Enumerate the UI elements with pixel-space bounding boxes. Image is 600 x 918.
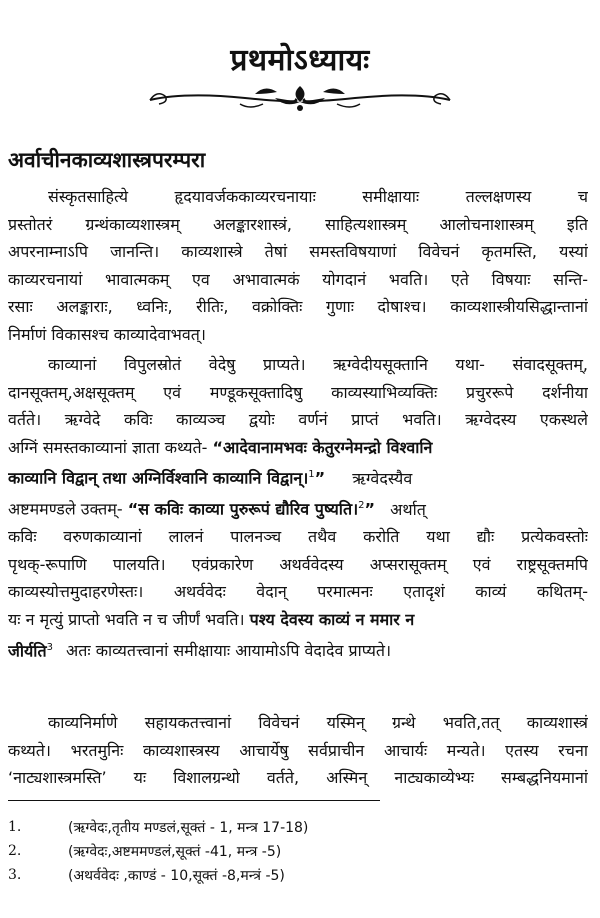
footnote (8, 863, 588, 887)
text-line: काव्यनिर्माणे सहायकतत्त्वानां विवेचनं यस्मिन् ग्रन्थे भवति,तत् काव्यशास्त्रं (48, 713, 588, 732)
footnote-number: 2. (8, 843, 22, 859)
chapter-title: प्रथमोऽध्यायः (230, 43, 370, 78)
footnote-ref: 1 (308, 469, 315, 481)
text-line (8, 492, 588, 523)
text-span: अष्टममण्डले उक्तम्- (8, 499, 123, 519)
quote-close: ” (314, 468, 326, 488)
footnotes (8, 815, 588, 887)
text-line: ‘नाट्यशास्त्रमस्ति’ यः विशालग्रन्थो वर्तते, अस्मिन् नाट्यकाव्येभ्यः सम्बद्धनियमानां (8, 768, 588, 788)
text-line: काव्यरचनायां भावात्मकम् एव अभावात्मकं योगदानं भवति। एते विषयाः सन्ति- (8, 269, 588, 289)
atharvaveda-quote-cont: जीर्यति (8, 640, 47, 660)
text-line: रसाः अलङ्काराः, ध्वनिः, रीतिः, वक्रोक्तिः गुणाः दोषाश्च। काव्यशास्त्रीयसिद्धान्तानां (8, 297, 588, 317)
rigveda-quote-2: “स कविः काव्या पुरुरूपं द्यौरिव पुष्यति। (127, 499, 359, 519)
footnote-ref: 3 (46, 641, 53, 653)
rigveda-quote-1-cont: काव्यानि विद्वान् तथा अग्निर्विश्वानि काव्यानि विद्वान्। (8, 468, 309, 488)
quote-close: ” (364, 499, 376, 519)
paragraph-2 (8, 351, 588, 665)
text-line (8, 606, 588, 634)
footnote-text: (ऋग्वेदः,अष्टममण्डलं,सूक्तं -41, मन्त्र -5) (68, 843, 282, 860)
text-line: पृथक्-रूपाणि पालयति। एवंप्रकारेण अथर्ववेदस्य अप्सरासूक्तम् एवं राष्ट्रसूक्तमपि (8, 554, 588, 574)
footnote-ref: 2 (358, 500, 365, 512)
text-line: दानसूक्तम्,अक्षसूक्तम् एवं मण्डूकसूक्तादिषु काव्यस्याभिव्यक्तिः प्रचुररूपे दर्शनीया (8, 382, 588, 402)
text-line: प्रस्तोतरं ग्रन्थंकाव्यशास्त्रम् अलङ्कारशास्त्रं, साहित्यशास्त्रम् आलोचनाशास्त्रम् इति (8, 214, 588, 234)
text-span: अतः काव्यतत्त्वानां समीक्षायाः आयामोऽपि वेदादेव प्राप्यते। (66, 640, 392, 660)
text-span: अर्थात् (390, 499, 426, 519)
paragraph-3 (8, 709, 588, 792)
text-line: कविः वरुणकाव्यानां लालनं पालनञ्च तथैव करोति यथा द्यौः प्रत्येकवस्तोः (8, 527, 588, 547)
footnote-text: (अथर्ववेदः ,काण्डं - 10,सूक्तं -8,मन्त्रं -5) (68, 867, 285, 884)
text-line: अपरनाम्नाऽपि जानन्ति। काव्यशास्त्रे तेषां समस्तविषयाणां विवेचनं कृतमस्ति, यस्यां (8, 242, 588, 262)
text-line: काव्यस्योत्तमुदाहरणेस्तः। अथर्ववेदः वेदान् परमात्मनः एतादृशं काव्यं कथितम्- (8, 582, 588, 602)
paragraph-1 (8, 183, 588, 349)
footnote-number: 1. (8, 819, 22, 835)
text-line: संस्कृतसाहित्ये हृदयावर्जककाव्यरचनायाः समीक्षायाः तल्लक्षणस्य च (48, 187, 588, 206)
text-span: ऋग्वेदस्यैव (352, 468, 413, 488)
footnote (8, 815, 588, 839)
text-span: यः न मृत्युं प्राप्तो भवति न च जीर्णं भवति। (8, 610, 245, 629)
atharvaveda-quote: पश्य देवस्य काव्यं न ममार न (249, 610, 415, 629)
text-line (8, 461, 588, 492)
footnote-divider (8, 800, 380, 801)
text-line: काव्यानां विपुलस्रोतं वेदेषु प्राप्यते। ऋग्वेदीयसूक्तानि यथा- संवादसूक्तम्, (48, 355, 588, 374)
section-heading: अर्वाचीनकाव्यशास्त्रपरम्परा (8, 148, 206, 172)
text-span: अग्निं समस्तकाव्यानां ज्ञाता कथ्यते- (8, 437, 208, 457)
text-line (8, 434, 588, 462)
decorative-divider-icon (145, 80, 455, 116)
rigveda-quote-1: “आदेवानामभवः केतुरग्नेमन्द्रो विश्वानि (212, 437, 433, 457)
footnote-text: (ऋग्वेदः,तृतीय मण्डलं,सूक्तं - 1, मन्त्र 17-18) (68, 819, 309, 836)
text-line: कथ्यते। भरतमुनिः काव्यशास्त्रस्य आचार्येषु सर्वप्राचीन आचार्यः मन्यते। एतस्य रचना (8, 740, 588, 760)
footnote (8, 839, 588, 863)
text-line (8, 634, 588, 665)
text-line: निर्माणं विकासश्च काव्यादेवाभवत्। (8, 324, 206, 344)
footnote-number: 3. (8, 867, 22, 883)
text-line: वर्तते। ऋग्वेदे कविः काव्यञ्च द्वयोः वर्णनं प्राप्तं भवति। ऋग्वेदस्य एकस्थले (8, 410, 588, 430)
